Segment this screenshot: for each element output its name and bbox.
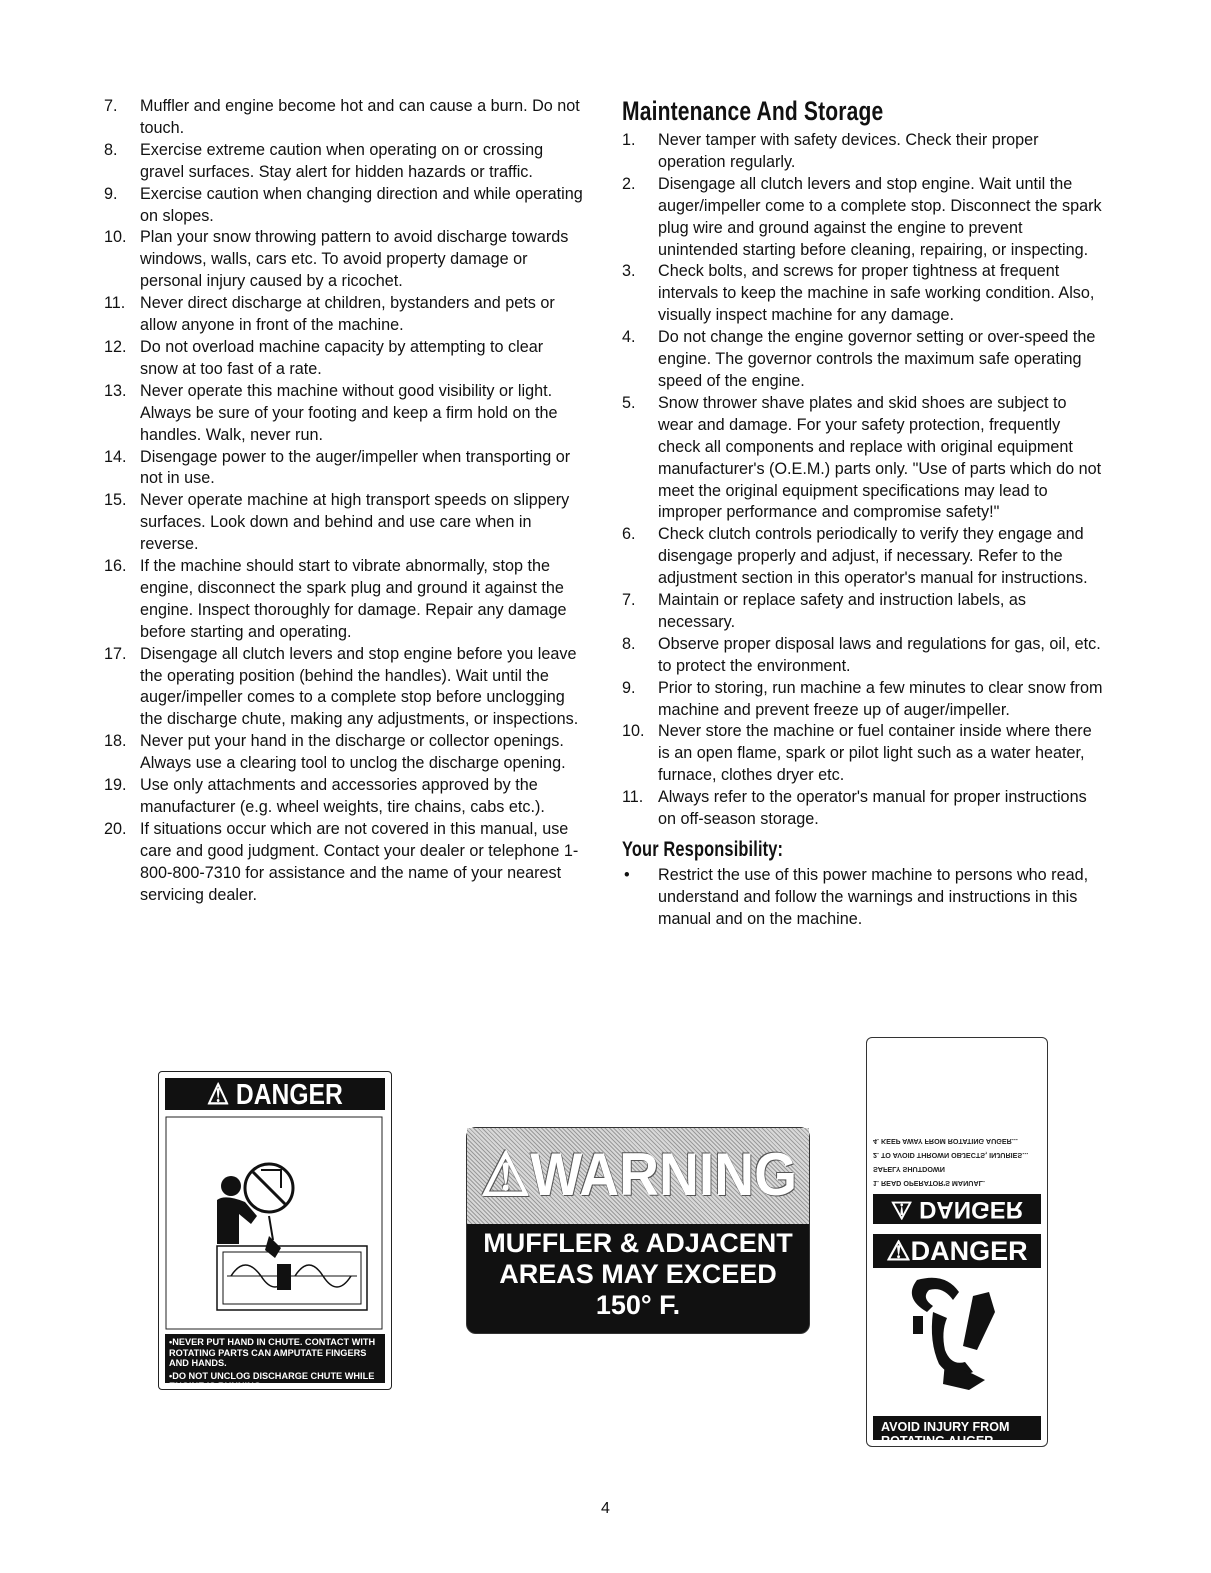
list-item [104,184,584,228]
item-number: 12. [104,337,127,356]
mirrored-line: 2. TO AVOID THROWN OBJECTS, INJURIES... [873,1151,1029,1160]
warning-line-1: MUFFLER & ADJACENT [483,1228,793,1258]
item-text: Disengage all clutch levers and stop engine. Wait until the auger/impeller come to a complete stop. Disconnect the spark plug wire and ground against the engine to prevent unintended starting before cleaning, repairing, or inspecting. [658,174,1102,259]
list-item [622,261,1106,327]
item-number: 10. [622,722,645,741]
list-item [104,556,584,644]
list-item [104,337,584,381]
item-text: Disengage all clutch levers and stop engine before you leave the operating position (behind the handles). Wait until the auger/impeller comes to a complete stop before unclogging the discharge chute, making any adjustments, or inspections. [140,644,579,729]
list-item [622,590,1106,634]
item-text: Never operate machine at high transport speeds on slippery surfaces. Look down and behind and use care when in reverse. [140,491,570,554]
warning-decal-muffler [466,1127,810,1334]
item-number: 18. [104,732,127,751]
item-text: Never direct discharge at children, bystanders and pets or allow anyone in front of the machine. [140,294,555,335]
item-text: Maintain or replace safety and instruction labels, as necessary. [658,591,1027,631]
maintenance-heading: Maintenance And Storage [622,96,884,126]
list-item [104,96,584,140]
list-item [622,174,1106,262]
item-text: Observe proper disposal laws and regulations for gas, oil, etc. to protect the environment. [658,634,1101,675]
list-item [104,227,584,293]
item-number: 19. [104,776,127,795]
list-item [104,381,584,447]
mirrored-line: 1. READ OPERATOR'S MANUAL. [873,1179,986,1188]
item-number: 2. [622,174,636,193]
danger-decal-message: AVOID INJURY FROM ROTATING AUGER - KEEP HANDS, FEET AND CLOTHING AWAY. [873,1416,1041,1440]
item-number: 15. [104,491,127,510]
item-number: 10. [104,228,127,247]
item-number: 20. [104,819,127,838]
responsibility-list [622,865,1106,931]
item-number: 6. [622,525,636,544]
item-text: Prior to storing, run machine a few minutes to clear snow from machine and prevent freeze up of auger/impeller. [658,678,1103,719]
item-number: 8. [622,634,636,653]
item-number: 4. [622,328,636,347]
hand-in-chute-pictogram [165,1116,385,1330]
item-text: Snow thrower shave plates and skid shoes are subject to wear and damage. For your safety protection, frequently check all components and replace with original equipment manufacturer's (O.E.M.) parts only. "Use of parts which do not meet the original equipment specifications may lead to improper performance and compromise safety!" [658,393,1102,522]
item-text: Muffler and engine become hot and can cause a burn. Do not touch. [140,97,580,137]
item-number: 11. [104,294,126,313]
page-number: 4 [601,1500,610,1517]
danger-message: •SHUT OFF ENGINE AND REMAIN BEHIND HANDLES UNTIL ALL MOVING PARTS HAVE STOPPED BEFORE UNCLOGGING. [169,1393,363,1425]
danger-decal-chute [158,1071,392,1425]
item-text: Exercise caution when changing direction and while operating on slopes. [140,184,583,225]
list-item [104,490,584,556]
list-item [104,819,584,907]
item-text: Use only attachments and accessories approved by the manufacturer (e.g. wheel weights, tire chains, cabs etc.). [140,776,545,816]
danger-decal-header: ⚠ DANGER [165,1078,385,1110]
list-item [104,731,584,775]
maintenance-list [622,130,1106,831]
item-text: Never put your hand in the discharge or collector openings. Always use a clearing tool to unclog the discharge opening. [140,732,566,773]
item-text: Never store the machine or fuel container inside where there is an open flame, spark or pilot light such as a water heater, furnace, clothes dryer etc. [658,722,1092,785]
list-item [104,644,584,732]
list-item [104,140,584,184]
item-text: Check clutch controls periodically to verify they engage and disengage properly and adjust, if necessary. Refer to the adjustment section in this operator's manual for instructions. [658,525,1088,588]
item-number: 13. [104,381,127,400]
danger-decal-auger [866,1037,1048,1476]
item-number: 3. [622,262,636,281]
list-item [622,721,1106,787]
item-number: 9. [622,678,636,697]
list-item [622,393,1106,524]
mirrored-line: 4. KEEP AWAY FROM ROTATING AUGER... [873,1137,1018,1146]
item-number: 16. [104,557,127,576]
item-number: 1. [622,131,636,149]
list-item [104,775,584,819]
right-column [622,96,1106,931]
item-number: 7. [622,591,636,610]
item-number: 7. [104,97,118,115]
item-text: Exercise extreme caution when operating on or crossing gravel surfaces. Stay alert for hidden hazards or traffic. [140,140,544,181]
auger-pictogram [873,1272,1041,1418]
warning-line-3: 150° F. [595,1290,681,1320]
bullet-icon: • [624,866,630,884]
item-text: Do not change the engine governor setting or over-speed the engine. The governor controls the maximum safe operating speed of the engine. [658,328,1096,390]
warning-decal-header: ⚠WARNING [480,1141,798,1208]
danger-decal-header: ⚠DANGER [873,1234,1041,1268]
item-text: Never operate this machine without good visibility or light. Always be sure of your footing and keep a firm hold on the handles. Walk, never run. [140,381,558,444]
list-item [622,327,1106,393]
item-text: Plan your snow throwing pattern to avoid discharge towards windows, walls, cars etc. To avoid property damage or personal injury caused by a ricochet. [140,228,569,291]
item-text: Do not overload machine capacity by attempting to clear snow at too fast of a rate. [140,337,544,378]
item-text: Check bolts, and screws for proper tightness at frequent intervals to keep the machine in safe working condition. Also, visually inspect machine for any damage. [658,262,1095,325]
item-text: Disengage power to the auger/impeller when transporting or not in use. [140,447,571,488]
item-number: 11. [622,788,644,807]
item-text: If the machine should start to vibrate abnormally, stop the engine, disconnect the spark plug and ground it against the engine. Inspect thoroughly for damage. Repair any damage before starting and operating. [140,557,567,641]
left-column [104,96,584,907]
responsibility-heading: Your Responsibility: [622,838,784,861]
list-item [622,524,1106,590]
item-number: 8. [104,140,118,159]
safety-rules-list [104,96,584,907]
warning-decal-body [467,1228,809,1321]
mirrored-line: SAFELY SHUTDOWN [873,1165,945,1174]
item-number: 9. [104,184,118,203]
item-number: 17. [104,644,127,663]
list-item [104,447,584,491]
list-item [104,293,584,337]
danger-message: •DO NOT UNCLOG DISCHARGE CHUTE WHILE ENGINE IS RUNNING. [169,1370,375,1391]
item-text: If situations occur which are not covered in this manual, use care and good judgment. Contact your dealer or telephone 1-800-800-7310 for assistance and the name of your nearest servicing dealer. [140,819,579,904]
list-item [622,130,1106,174]
list-item [622,634,1106,678]
hand-in-chute-icon [165,1116,383,1330]
bullet-text: Restrict the use of this power machine to persons who read, understand and follow the warnings and instructions in this manual and on the machine. [658,866,1089,928]
item-number: 14. [104,447,127,466]
item-number: 5. [622,393,636,412]
rotating-auger-icon [873,1272,1039,1418]
item-text: Always refer to the operator's manual for proper instructions on off-season storage. [658,788,1087,829]
danger-message: •NEVER PUT HAND IN CHUTE. CONTACT WITH ROTATING PARTS CAN AMPUTATE FINGERS AND HANDS. [169,1337,376,1368]
item-text: Never tamper with safety devices. Check their proper operation regularly. [658,131,1039,171]
list-item [622,678,1106,722]
warning-line-2: AREAS MAY EXCEED [499,1259,777,1289]
bullet-item [622,865,1106,931]
mirrored-decal-text: ⚠ DANGER 1. READ OPERATOR'S MANUAL. SAFELY SHUTDOWN 2. TO AVOID THROWN OBJECTS, INJURIES... 4. KEEP AWAY FROM ROTATING AUGER... [873,1044,1041,1224]
list-item [622,787,1106,831]
danger-decal-messages [165,1334,385,1425]
